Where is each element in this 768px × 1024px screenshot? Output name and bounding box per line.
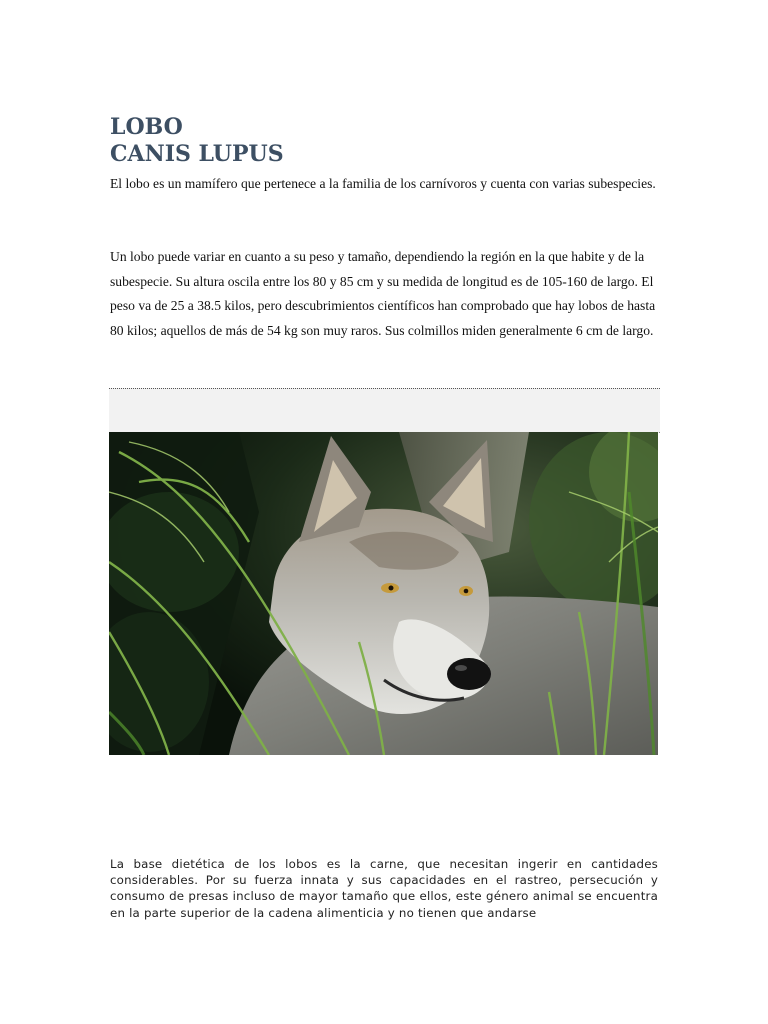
- title-line-common-name: LOBO: [110, 114, 183, 140]
- title-line-scientific-name: CANIS LUPUS: [110, 141, 284, 167]
- size-weight-paragraph: Un lobo puede variar en cuanto a su peso y tamaño, dependiendo la región en la que habite y de la subespecie. Su altura oscila entre los 80 y 85 cm y su medida de longitud es de 105-160 de largo. El peso va de 25 a 38.5 kilos, pero descubrimientos científicos han comprobado que hay lobos de hasta 80 kilos; aquellos de más de 54 kg son muy raros. Sus colmillos miden generalmente 6 cm de largo.: [110, 249, 656, 338]
- diet-paragraph: La base dietética de los lobos es la carne, que necesitan ingerir en cantidades considerables. Por su fuerza innata y sus capacidades en el rastreo, persecución y consumo de presas incluso de mayor tamaño que ellos, este género animal se encuentra en la parte superior de la cadena alimenticia y no tienen que andarse: [110, 857, 658, 920]
- document-title: [110, 114, 284, 168]
- wolf-photo: [109, 432, 658, 755]
- intro-paragraph: El lobo es un mamífero que pertenece a la familia de los carnívoros y cuenta con varias subespecies.: [110, 176, 656, 191]
- shaded-separator-band: [109, 388, 660, 433]
